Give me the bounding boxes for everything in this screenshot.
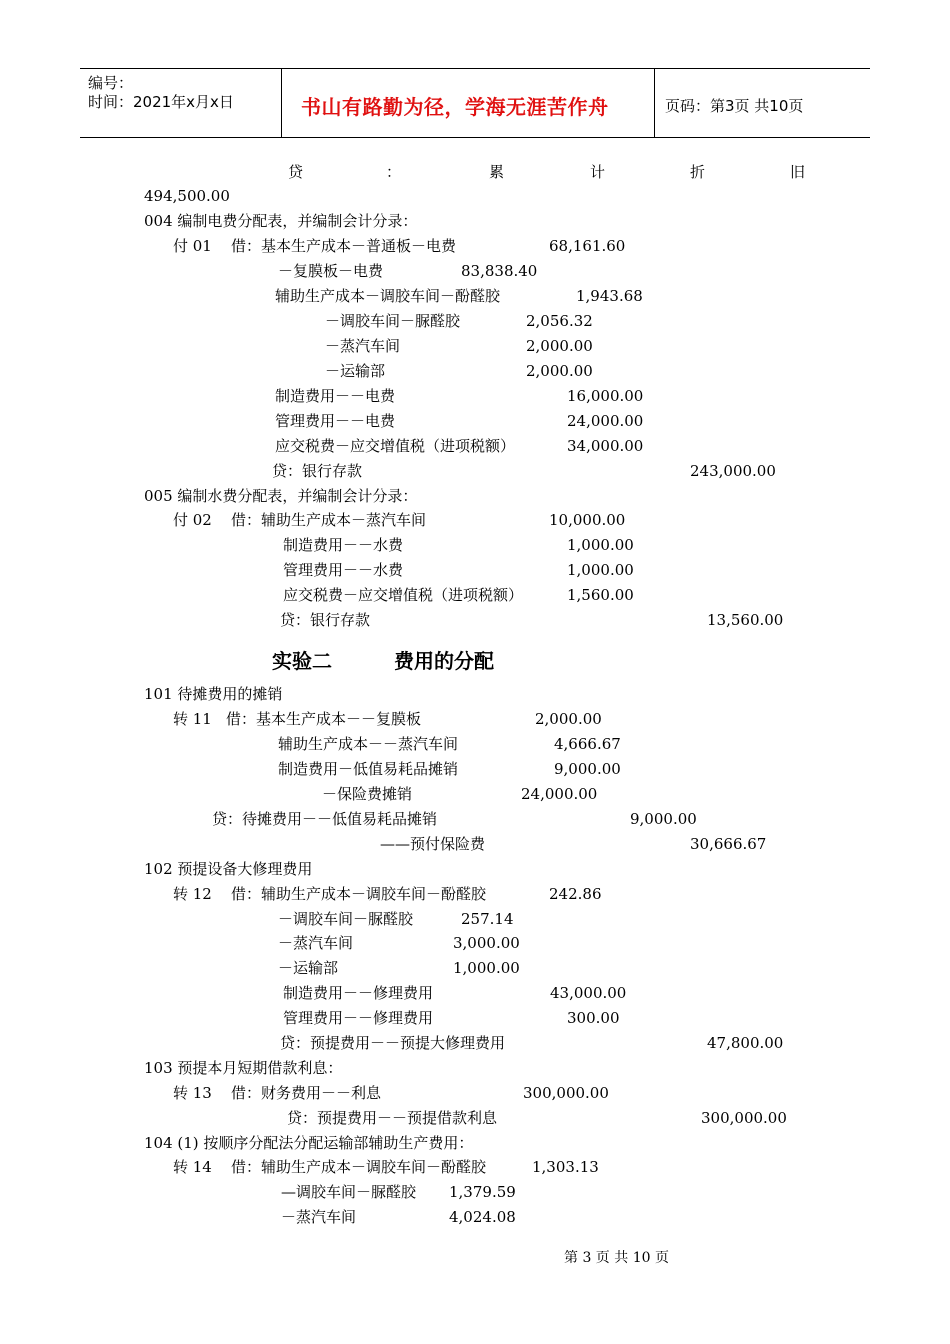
entry-account: 制造费用－－水费 [283, 536, 404, 554]
page-footer: 第 3 页 共 10 页 [564, 1250, 669, 1266]
spaced-char-1: 贷 [288, 163, 304, 181]
entry-amount: 2,000.00 [535, 710, 602, 728]
voucher-id: 转 13 [173, 1084, 212, 1102]
entry-account: －蒸汽车间 [281, 1208, 357, 1226]
spaced-char-4: 计 [590, 163, 606, 181]
entry-account: 应交税费－应交增值税（进项税额） [275, 437, 516, 455]
entry-amount: 34,000.00 [567, 437, 644, 455]
entry-amount: 1,000.00 [453, 959, 520, 977]
entry-amount: 1,560.00 [567, 586, 634, 604]
entry-account: 借：辅助生产成本－蒸汽车间 [231, 511, 427, 529]
section-102-title: 102 预提设备大修理费用 [144, 860, 313, 878]
spaced-char-3: 累 [489, 163, 505, 181]
entry-amount: 24,000.00 [567, 412, 644, 430]
entry-account: 辅助生产成本－调胶车间－酚醛胶 [275, 287, 501, 305]
entry-amount: 1,943.68 [576, 287, 643, 305]
entry-account: －运输部 [325, 362, 386, 380]
section-104-title: 104 (1) 按顺序分配法分配运输部辅助生产费用： [144, 1134, 474, 1152]
spaced-char-2: ： [386, 163, 402, 181]
entry-account: 制造费用－－修理费用 [283, 984, 434, 1002]
entry-credit-amount: 9,000.00 [630, 810, 697, 828]
entry-amount: 257.14 [461, 910, 514, 928]
entry-account: 借：基本生产成本－－复膜板 [226, 710, 422, 728]
entry-amount: 9,000.00 [554, 760, 621, 778]
entry-account: 辅助生产成本－－蒸汽车间 [278, 735, 459, 753]
header-motto: 书山有路勤为径，学海无涯苦作舟 [301, 95, 609, 119]
entry-amount: 300.00 [567, 1009, 620, 1027]
header-page-label: 页码：第3页 共10页 [665, 97, 804, 115]
entry-amount: 1,000.00 [567, 561, 634, 579]
entry-credit-account: 贷：待摊费用－－低值易耗品摊销 [212, 810, 438, 828]
entry-credit-account: 贷：银行存款 [280, 611, 371, 629]
entry-account: 管理费用－－电费 [275, 412, 396, 430]
entry-credit-amount: 13,560.00 [707, 611, 784, 629]
entry-account: －调胶车间－脲醛胶 [278, 910, 414, 928]
voucher-id: 付 01 [173, 237, 212, 255]
entry-credit-account: 贷：银行存款 [272, 462, 363, 480]
entry-account: －保险费摊销 [322, 785, 413, 803]
entry-amount: 68,161.60 [549, 237, 626, 255]
header-left-cell [80, 69, 282, 137]
entry-amount: 16,000.00 [567, 387, 644, 405]
entry-credit-account: 贷：预提费用－－预提借款利息 [287, 1109, 498, 1127]
page-header [80, 68, 870, 138]
entry-account: 借：辅助生产成本－调胶车间－酚醛胶 [231, 885, 487, 903]
entry-account: 应交税费－应交增值税（进项税额） [283, 586, 524, 604]
entry-amount: 83,838.40 [461, 262, 538, 280]
entry-amount: 300,000.00 [523, 1084, 609, 1102]
voucher-id: 转 14 [173, 1158, 212, 1176]
entry-amount: 4,666.67 [554, 735, 621, 753]
entry-credit-amount: 30,666.67 [690, 835, 767, 853]
section-004-title: 004 编制电费分配表，并编制会计分录： [144, 212, 418, 230]
entry-account: －运输部 [278, 959, 339, 977]
entry-amount: 4,024.08 [449, 1208, 516, 1226]
entry-amount: 2,056.32 [526, 312, 593, 330]
entry-amount: 43,000.00 [550, 984, 627, 1002]
section-005-title: 005 编制水费分配表，并编制会计分录： [144, 487, 418, 505]
entry-amount: 2,000.00 [526, 337, 593, 355]
document-time-label: 时间：2021年x月x日 [88, 93, 234, 111]
entry-amount: 1,000.00 [567, 536, 634, 554]
entry-account: 借：辅助生产成本－调胶车间－酚醛胶 [231, 1158, 487, 1176]
entry-amount: 242.86 [549, 885, 602, 903]
section-103-title: 103 预提本月短期借款利息： [144, 1059, 343, 1077]
entry-amount: 24,000.00 [521, 785, 598, 803]
entry-amount: 2,000.00 [526, 362, 593, 380]
amount-line: 494,500.00 [144, 187, 230, 205]
entry-account: 借：基本生产成本－普通板－电费 [231, 237, 457, 255]
section-101-title: 101 待摊费用的摊销 [144, 685, 283, 703]
voucher-id: 转 11 [173, 710, 212, 728]
entry-account: 制造费用－－电费 [275, 387, 396, 405]
entry-account: －蒸汽车间 [325, 337, 401, 355]
entry-account: －蒸汽车间 [278, 934, 354, 952]
entry-account: 管理费用－－水费 [283, 561, 404, 579]
entry-amount: 1,303.13 [532, 1158, 599, 1176]
entry-credit-amount: 47,800.00 [707, 1034, 784, 1052]
voucher-id: 付 02 [173, 511, 212, 529]
entry-account: －复膜板－电费 [278, 262, 384, 280]
entry-amount: 3,000.00 [453, 934, 520, 952]
entry-credit-account: 贷：预提费用－－预提大修理费用 [280, 1034, 506, 1052]
entry-credit-amount: 243,000.00 [690, 462, 776, 480]
entry-account: —调胶车间－脲醛胶 [281, 1183, 417, 1201]
header-center-cell [281, 69, 655, 137]
entry-amount: 1,379.59 [449, 1183, 516, 1201]
spaced-char-6: 旧 [790, 163, 806, 181]
header-right-cell [655, 69, 870, 137]
entry-account: 借：财务费用－－利息 [231, 1084, 382, 1102]
document-number-label: 编号： [88, 74, 134, 92]
entry-account: 管理费用－－修理费用 [283, 1009, 434, 1027]
entry-amount: 10,000.00 [549, 511, 626, 529]
spaced-char-5: 折 [690, 163, 706, 181]
entry-account: 制造费用－低值易耗品摊销 [278, 760, 459, 778]
entry-account: －调胶车间－脲醛胶 [325, 312, 461, 330]
experiment-heading-number: 实验二 [272, 649, 332, 673]
entry-credit-account: ——预付保险费 [380, 835, 486, 853]
voucher-id: 转 12 [173, 885, 212, 903]
experiment-heading-title: 费用的分配 [394, 649, 494, 673]
entry-credit-amount: 300,000.00 [701, 1109, 787, 1127]
